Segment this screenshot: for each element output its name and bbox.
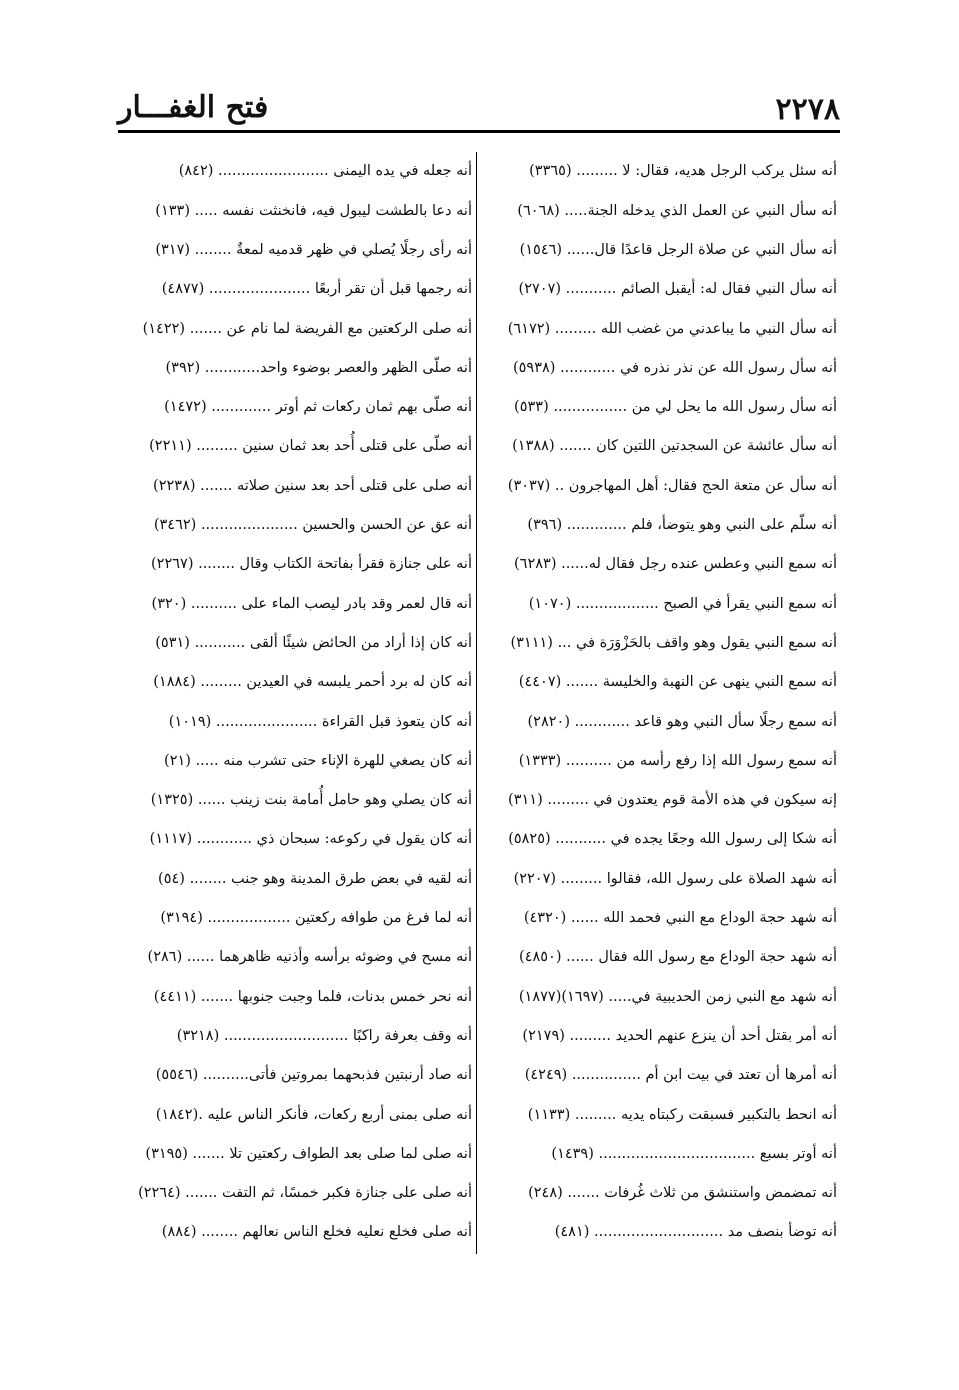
index-entry: أنه كان إذا أراد من الحائض شيئًا ألقى ........... (٥٣١) bbox=[155, 634, 472, 651]
index-entry: أنه صلى فخلع نعليه فخلع الناس نعالهم ........ (٨٨٤) bbox=[161, 1224, 472, 1241]
index-entry: أنه على جنازة فقرأ بفاتحة الكتاب وقال ........ (٢٢٦٧) bbox=[150, 556, 472, 573]
index-entry: أنه عق عن الحسن والحسين ..................... (٣٤٦٢) bbox=[153, 517, 472, 534]
index-entry: أنه صلّى الظهر والعصر بوضوء واحد............ (٣٩٢) bbox=[165, 359, 472, 376]
index-entry: أنه شهد حجة الوداع مع النبي فحمد الله ...... (٤٣٢٠) bbox=[523, 910, 837, 927]
index-entry: أنه صلّى بهم ثمان ركعات ثم أوتر ............. (١٤٧٢) bbox=[164, 399, 472, 416]
index-entry: أنه سأل النبي فقال له: أيقبل الصائم ........... (٢٧٠٧) bbox=[518, 281, 837, 298]
index-entry: أنه سأل عن متعة الحج فقال: أهل المهاجرون .. (٣٠٣٧) bbox=[507, 477, 837, 494]
index-entry: أنه سمع النبي يقرأ في الصبح .................. (١٠٧٠) bbox=[528, 595, 837, 612]
index-entry: أنه قال لعمر وقد بادر ليصب الماء على .......... (٣٢٠) bbox=[151, 595, 472, 612]
index-entry: أنه شهد حجة الوداع مع رسول الله فقال ...... (٤٨٥٠) bbox=[519, 949, 837, 966]
index-entry: إنه سيكون في هذه الأمة قوم يعتدون في ......... (٣١١) bbox=[508, 792, 837, 809]
right-index-column bbox=[482, 152, 837, 1252]
page-number: ٢٢٧٨ bbox=[775, 92, 840, 127]
index-entry: أنه سمع رسول الله إذا رفع رأسه من .......... (١٣٣٣) bbox=[518, 752, 837, 769]
column-divider bbox=[476, 152, 477, 1254]
index-entry: أنه وقف بعرفة راكبًا ........................... (٣٢١٨) bbox=[176, 1027, 472, 1044]
index-entry: أنه صلى على قتلى أحد بعد سنين صلاته ....... (٢٢٣٨) bbox=[153, 477, 472, 494]
index-entry: أنه صلى بمنى أربع ركعات، فأنكر الناس عليه .(١٨٤٢) bbox=[155, 1106, 472, 1123]
index-entry: أنه سأل النبي ما يباعدني من غضب الله ......... (٦١٧٢) bbox=[507, 320, 837, 337]
index-entry: أنه مسح في وضوئه برأسه وأذنيه ظاهرهما ...... (٢٨٦) bbox=[147, 949, 472, 966]
index-entry: أنه سمع رجلًا سأل النبي وهو قاعد ............ (٢٨٢٠) bbox=[527, 713, 837, 730]
index-entry: أنه رأى رجلًا يُصلي في ظهر قدميه لمعةٌ ........ (٣١٧) bbox=[155, 241, 472, 258]
index-entry: أنه شكا إلى رسول الله وجعًا يجده في ........... (٥٨٢٥) bbox=[508, 831, 837, 848]
index-entry: أنه لقيه في بعض طرق المدينة وهو جنب ........ (٥٤) bbox=[158, 870, 472, 887]
index-entry: أنه صاد أرنبتين فذبحهما بمروتين فأتى.......... (٥٥٤٦) bbox=[155, 1067, 472, 1084]
index-entry: أنه سئل يركب الرجل هديه، فقال: لا ......... (٣٣٦٥) bbox=[529, 163, 837, 180]
index-entry: أنه سلّم على النبي وهو يتوضأ، فلم ............. (٣٩٦) bbox=[527, 517, 837, 534]
index-entry: أنه سأل رسول الله عن نذر نذره في ............ (٥٩٣٨) bbox=[512, 359, 837, 376]
index-entry: أنه رجمها قبل أن تقر أربعًا ...................... (٤٨٧٧) bbox=[161, 281, 472, 298]
book-title: فتح الغفـــار bbox=[118, 90, 269, 125]
index-entry: أنه سمع النبي وعطس عنده رجل فقال له...... (٦٢٨٣) bbox=[513, 556, 837, 573]
index-entry: أنه كان له برد أحمر يلبسه في العيدين ......... (١٨٨٤) bbox=[153, 674, 472, 691]
index-entry: أنه جعله في يده اليمنى ........................ (٨٤٢) bbox=[178, 163, 472, 180]
index-entry: أنه سأل رسول الله ما يحل لي من ................ (٥٣٣) bbox=[514, 399, 837, 416]
index-entry: أنه كان يصلي وهو حامل أُمامة بنت زينب ...... (١٣٢٥) bbox=[150, 792, 472, 809]
index-entry: أنه سأل النبي عن صلاة الرجل قاعدًا قال...... (١٥٤٦) bbox=[519, 241, 837, 258]
index-entry: أنه كان يتعوذ قبل القراءة ...................... (١٠١٩) bbox=[168, 713, 472, 730]
index-entry: أنه كان يقول في ركوعه: سبحان ذي ............ (١١١٧) bbox=[149, 831, 472, 848]
index-entry: أنه لما فرغ من طوافه ركعتين .................. (٣١٩٤) bbox=[160, 910, 472, 927]
index-entry: أنه دعا بالطشت ليبول فيه، فانخنثت نفسه ..... (١٣٣) bbox=[155, 202, 472, 219]
index-entry: أنه أمرها أن تعتد في بيت ابن أم ............... (٤٢٤٩) bbox=[524, 1067, 837, 1084]
index-entry: أنه نحر خمس بدنات، فلما وجبت جنوبها ....... (٤٤١١) bbox=[153, 988, 472, 1005]
index-entry: أنه شهد مع النبي زمن الحديبية في..... (١٦٩٧)(١٨٧٧) bbox=[518, 988, 837, 1005]
index-entry: أنه أمر بقتل أحد أن ينزع عنهم الحديد ......... (٢١٧٩) bbox=[522, 1027, 837, 1044]
index-entry: أنه صلى على جنازة فكبر خمسًا، ثم التفت ....... (٢٢٦٤) bbox=[138, 1185, 472, 1202]
index-entry: أنه سمع النبي يقول وهو واقف بالحَزْوَرَة في ... (٣١١١) bbox=[510, 634, 837, 651]
index-entry: أنه شهد الصلاة على رسول الله، فقالوا ......... (٢٢٠٧) bbox=[513, 870, 837, 887]
index-entry: أنه كان يصغي للهرة الإناء حتى تشرب منه ..... (٢١) bbox=[164, 752, 472, 769]
index-entry: أنه سأل عائشة عن السجدتين اللتين كان ....... (١٣٨٨) bbox=[512, 438, 837, 455]
left-index-column bbox=[122, 152, 472, 1252]
index-entry: أنه صلى لما صلى بعد الطواف ركعتين تلا ....... (٣١٩٥) bbox=[145, 1145, 472, 1162]
index-entry: أنه تمضمض واستنشق من ثلاث غُرفات ....... (٢٤٨) bbox=[528, 1185, 837, 1202]
index-entry: أنه سأل النبي عن العمل الذي يدخله الجنة..... (٦٠٦٨) bbox=[517, 202, 837, 219]
index-entry: أنه انحط بالتكبير فسبقت ركبتاه يديه ......... (١١٣٣) bbox=[527, 1106, 837, 1123]
index-entry: أنه أوتر بسبع .................................. (١٤٣٩) bbox=[551, 1145, 837, 1162]
index-entry: أنه توضأ بنصف مد ............................ (٤٨١) bbox=[554, 1224, 837, 1241]
page-header bbox=[118, 88, 840, 133]
index-entry: أنه سمع النبي ينهى عن النهبة والخليسة ....... (٤٤٠٧) bbox=[518, 674, 837, 691]
index-entry: أنه صلى الركعتين مع الفريضة لما نام عن ....... (١٤٢٢) bbox=[142, 320, 472, 337]
index-entry: أنه صلّى على قتلى أُحد بعد ثمان سنين ......... (٢٢١١) bbox=[149, 438, 472, 455]
